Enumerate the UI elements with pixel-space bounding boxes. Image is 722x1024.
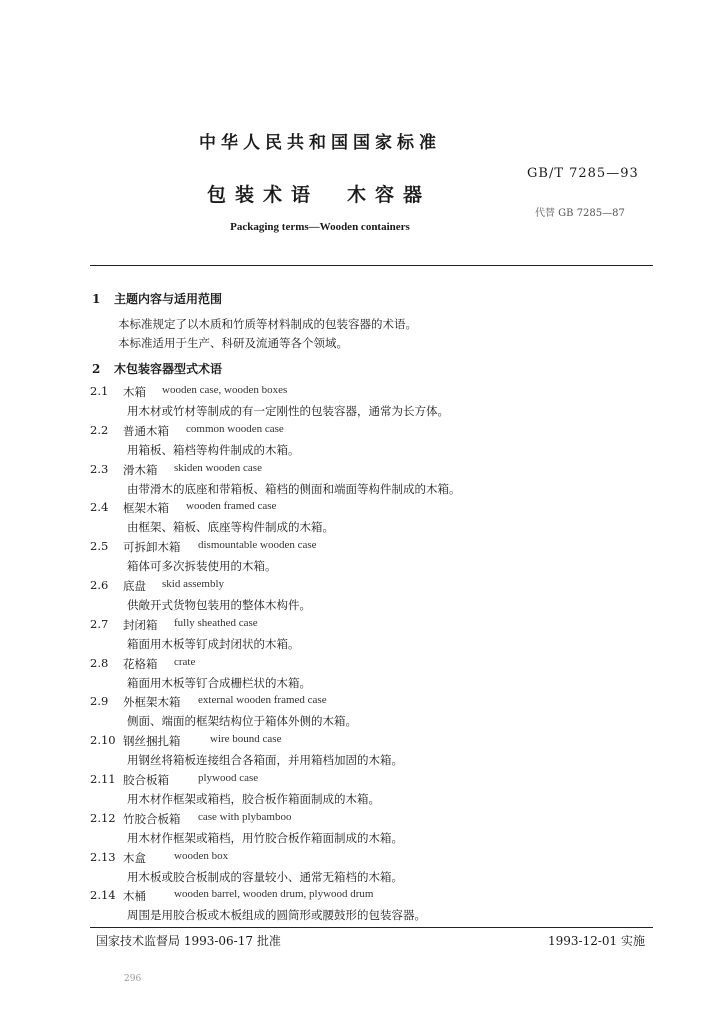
term-number: 2.9 — [90, 694, 109, 709]
header-divider — [90, 265, 653, 266]
term-definition: 用钢丝将箱板连接组合各箱面，并用箱档加固的木箱。 — [127, 753, 403, 768]
section-title: 木包装容器型式术语 — [114, 362, 223, 376]
term-english: wooden box — [174, 849, 229, 862]
term-number: 2.13 — [90, 849, 116, 864]
term-definition: 由框架、箱板、底座等构件制成的木箱。 — [127, 520, 334, 535]
term-definition: 用木材作框架或箱档，胶合板作箱面制成的木箱。 — [127, 792, 380, 806]
term-chinese: 外框架木箱 — [123, 695, 181, 710]
term-english: skid assembly — [162, 578, 225, 590]
term-entry — [90, 772, 650, 788]
term-number: 2.4 — [90, 500, 109, 515]
term-english: wooden barrel, wooden drum, plywood drum — [174, 888, 374, 901]
term-chinese: 胶合板箱 — [123, 773, 169, 787]
term-chinese: 钢丝捆扎箱 — [123, 734, 181, 749]
term-entry — [90, 656, 650, 672]
term-chinese: 竹胶合板箱 — [123, 811, 181, 826]
term-entry — [90, 733, 650, 749]
term-number: 2.14 — [90, 888, 116, 903]
approval-line: 国家技术监督局 1993-06-17 批准 — [96, 934, 281, 948]
section-2-heading — [92, 360, 222, 377]
term-number: 2.6 — [90, 578, 109, 592]
term-entry — [90, 539, 650, 555]
page-number: 296 — [124, 974, 142, 984]
term-number: 2.3 — [90, 461, 109, 476]
term-entry — [90, 888, 650, 904]
term-chinese: 木箱 — [123, 385, 146, 399]
term-definition: 用木材或竹材等制成的有一定刚性的包装容器，通常为长方体。 — [127, 404, 449, 418]
section-number: 2 — [92, 362, 101, 376]
term-definition: 用木材作框架或箱档，用竹胶合板作箱面制成的木箱。 — [127, 830, 403, 845]
term-english: dismountable wooden case — [198, 539, 317, 552]
term-definition: 箱面用木板等钉成封闭状的木箱。 — [127, 636, 300, 651]
effective-date: 1993-12-01 实施 — [548, 934, 646, 948]
term-entry — [90, 850, 650, 866]
term-number: 2.11 — [90, 772, 116, 786]
document-title: 包装术语 木容器 — [207, 184, 432, 206]
section-1-paragraph: 本标准适用于生产、科研及流通等各个领域。 — [118, 336, 348, 350]
term-entry — [90, 462, 650, 478]
term-english: case with plybamboo — [198, 810, 292, 823]
term-english: common wooden case — [186, 422, 284, 435]
term-number: 2.5 — [90, 539, 109, 554]
replaces-note: 代替 GB 7285—87 — [535, 208, 625, 219]
footer-divider — [90, 927, 653, 928]
term-english: plywood case — [198, 772, 259, 784]
term-definition: 供敞开式货物包装用的整体木构件。 — [127, 598, 311, 612]
term-number: 2.7 — [90, 616, 109, 631]
term-chinese: 封闭箱 — [123, 617, 158, 632]
section-1-paragraph: 本标准规定了以木质和竹质等材料制成的包装容器的术语。 — [118, 317, 417, 331]
term-number: 2.8 — [90, 655, 109, 670]
term-english: wire bound case — [210, 733, 282, 746]
english-title: Packaging terms—Wooden containers — [230, 221, 410, 233]
term-chinese: 框架木箱 — [123, 501, 169, 516]
term-number: 2.2 — [90, 422, 109, 437]
term-chinese: 木盒 — [123, 850, 146, 865]
term-entry — [90, 617, 650, 633]
term-definition: 箱面用木板等钉合成栅栏状的木箱。 — [127, 675, 311, 690]
section-number: 1 — [92, 292, 101, 306]
term-chinese: 可拆卸木箱 — [123, 540, 181, 555]
term-chinese: 木桶 — [123, 889, 146, 904]
term-english: crate — [174, 655, 196, 668]
term-entry — [90, 578, 650, 594]
term-definition: 侧面、端面的框架结构位于箱体外侧的木箱。 — [127, 714, 357, 729]
term-english: fully sheathed case — [174, 616, 258, 629]
term-entry — [90, 694, 650, 710]
term-chinese: 普通木箱 — [123, 423, 169, 438]
term-english: external wooden framed case — [198, 694, 327, 707]
term-english: wooden case, wooden boxes — [162, 384, 288, 396]
term-entry — [90, 500, 650, 516]
term-english: skiden wooden case — [174, 461, 262, 474]
term-definition: 箱体可多次拆装使用的木箱。 — [127, 559, 277, 574]
term-chinese: 花格箱 — [123, 656, 158, 671]
term-number: 2.1 — [90, 384, 109, 398]
standard-code: GB/T 7285—93 — [527, 166, 639, 181]
section-title: 主题内容与适用范围 — [114, 292, 223, 306]
term-definition: 周围是用胶合板或木板组成的圆筒形或腰鼓形的包装容器。 — [127, 908, 426, 923]
term-definition: 由带滑木的底座和带箱板、箱档的侧面和端面等构件制成的木箱。 — [127, 481, 461, 496]
term-number: 2.10 — [90, 733, 116, 748]
term-entry — [90, 423, 650, 439]
term-chinese: 滑木箱 — [123, 462, 158, 477]
section-1-heading — [92, 290, 222, 307]
standard-title: 中华人民共和国国家标准 — [199, 133, 441, 153]
term-number: 2.12 — [90, 810, 116, 825]
term-entry — [90, 384, 650, 400]
term-english: wooden framed case — [186, 500, 277, 513]
term-entry — [90, 811, 650, 827]
term-definition: 用木板或胶合板制成的容量较小、通常无箱档的木箱。 — [127, 869, 403, 884]
term-chinese: 底盘 — [123, 579, 146, 593]
term-definition: 用箱板、箱档等构件制成的木箱。 — [127, 442, 300, 457]
